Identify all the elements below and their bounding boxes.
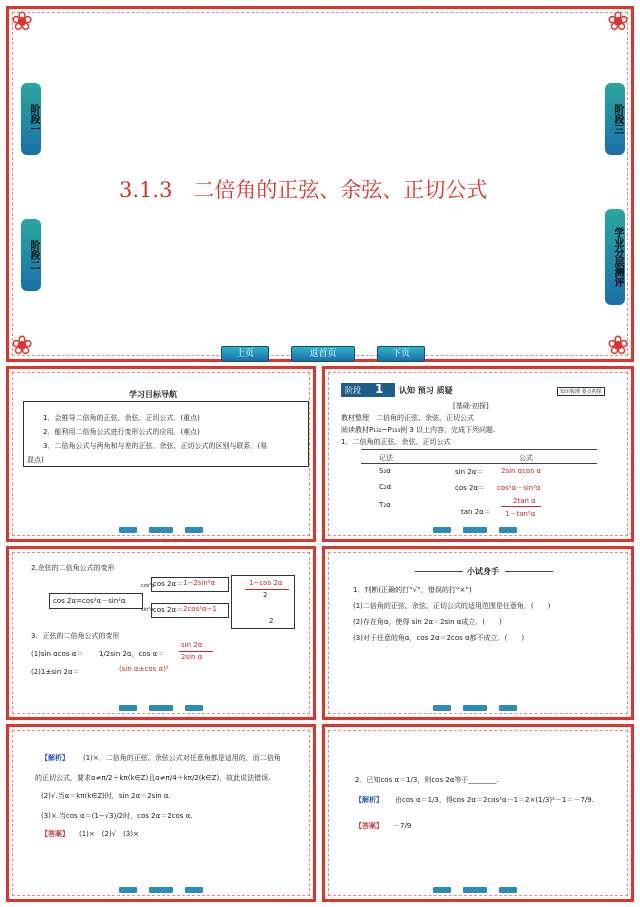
fraction-bar <box>179 651 213 652</box>
slide-learning-goals <box>6 366 316 542</box>
formula-line: (2)1±sin 2α＝ <box>31 668 80 676</box>
next-page-button[interactable] <box>185 705 203 711</box>
question-line: 1．判断(正确的打“√”，错误的打“×”) <box>353 586 472 594</box>
tab-stage-2[interactable]: 阶段二 <box>21 219 41 291</box>
formula-numerator: 1−cos 2α <box>249 579 283 587</box>
heading-rule <box>505 571 553 572</box>
slide-solution-1 <box>6 724 316 902</box>
question-line: (3)对于任意的角α，cos 2α＝2cos α都不成立．( ) <box>353 634 525 642</box>
prev-page-button[interactable]: 上页 <box>221 346 269 362</box>
slide-example-2 <box>322 724 634 902</box>
stage-right-label: 知识梳理 要点初探 <box>557 387 605 396</box>
table-rule <box>361 463 597 464</box>
formula-denominator: 2 <box>263 591 268 599</box>
next-page-button[interactable]: 下页 <box>377 346 425 362</box>
slide-cos-variants <box>6 546 316 720</box>
home-button[interactable] <box>149 887 173 893</box>
goal-item: 混点) <box>27 456 44 464</box>
goal-item: 1．会推导二倍角的正弦、余弦、正切公式．(重点) <box>43 414 200 422</box>
answer-tag: 【答案】 <box>355 822 383 830</box>
stage-label: 阶段 <box>345 386 361 395</box>
prev-page-button[interactable] <box>119 705 137 711</box>
solution-line: (1)×．二倍角的正弦、余弦公式对任意角都是适用的，而二倍角 <box>83 754 281 762</box>
next-page-button[interactable] <box>499 527 517 533</box>
formula-denominator: 1－tan²α <box>505 510 536 518</box>
formula-answer: 1−2sin²α <box>183 579 216 587</box>
goal-item: 2．能利用二倍角公式进行变形公式的应用．(难点) <box>43 428 200 436</box>
text-line: 1．二倍角的正弦、余弦、正切公式 <box>341 438 451 446</box>
home-button[interactable] <box>149 527 173 533</box>
next-page-button[interactable] <box>185 527 203 533</box>
formula-name: T₂α <box>379 501 391 509</box>
ornament-icon: ❀ <box>11 7 33 37</box>
ornament-icon: ❀ <box>11 331 33 361</box>
ornament-icon: ❀ <box>607 331 629 361</box>
fraction-bar <box>245 589 289 590</box>
formula-answer: 2cos²α−1 <box>183 605 217 613</box>
section-heading: 学习目标导航 <box>129 390 177 399</box>
text-line: 教材整理 二倍角的正弦、余弦、正切公式 <box>341 414 474 422</box>
formula-lhs: sin 2α＝ <box>455 468 484 476</box>
text-line: 阅读教材P₁₃₂~P₁₃₃例 3 以上内容，完成下列问题. <box>341 426 496 434</box>
answer-text: －7/9 <box>393 822 412 830</box>
formula-answer: (sin α±cos α)² <box>119 665 169 673</box>
table-rule <box>361 449 597 450</box>
answer-tag: 【答案】 <box>41 830 69 838</box>
heading-rule <box>415 571 463 572</box>
stage-title: 认知 预习 质疑 <box>399 386 453 395</box>
ornament-icon: ❀ <box>607 7 629 37</box>
home-button[interactable] <box>149 705 173 711</box>
text-line: 3．正弦的二倍角公式的变形 <box>31 632 120 640</box>
home-button[interactable]: 返首页 <box>291 346 355 362</box>
title-slide <box>6 6 634 362</box>
stage-number: 1 <box>375 382 384 396</box>
formula-lhs: cos 2α＝ <box>455 484 486 492</box>
answer-text: (1)× (2)√ (3)× <box>79 830 139 838</box>
formula-lhs: cos 2α＝ <box>153 580 184 588</box>
formula-numerator: 2tan α <box>513 497 536 505</box>
formula-answer: cos²α－sin²α <box>497 484 541 492</box>
question-line: (1)二倍角的正弦、余弦、正切公式的适用范围是任意角．( ) <box>353 602 551 610</box>
prev-page-button[interactable] <box>433 705 451 711</box>
formula-denominator: 2sin α <box>181 653 203 661</box>
next-page-button[interactable] <box>499 705 517 711</box>
basic-label: [基础·初探] <box>453 402 489 410</box>
solution-tag: 【解析】 <box>41 754 69 762</box>
next-page-button[interactable] <box>499 887 517 893</box>
question-line: (2)存在角α，使得 sin 2α＝2sin α成立．( ) <box>353 618 502 626</box>
section-heading: 小试身手 <box>467 567 499 576</box>
slide-stage-1 <box>322 366 634 542</box>
solution-line: (3)×.当cos α＝(1−√3)/2时，cos 2α＝2cos α. <box>41 812 193 820</box>
solution-line: 由cos α＝1/3，得cos 2α＝2cos²α－1＝2×(1/3)²－1＝－7/9. <box>395 796 594 804</box>
slide-quick-check <box>322 546 634 720</box>
formula-denominator: 2 <box>269 617 274 625</box>
prev-page-button[interactable] <box>433 527 451 533</box>
question-line: 2．已知cos α＝1/3，则cos 2α等于________. <box>355 776 499 784</box>
formula-lhs: cos 2α＝ <box>153 606 184 614</box>
formula-main: cos 2α=cos²α－sin²α <box>53 597 126 605</box>
formula-numerator: sin 2α <box>181 641 203 649</box>
tab-assessment[interactable]: 学业分层测评 <box>605 209 625 305</box>
solution-line: (2)√.当α＝kπ(k∈Z)时，sin 2α＝2sin α. <box>41 792 171 800</box>
home-button[interactable] <box>463 705 487 711</box>
prev-page-button[interactable] <box>119 527 137 533</box>
branch-tag: sin²α <box>141 607 154 613</box>
fraction-bar <box>501 506 541 507</box>
solution-tag: 【解析】 <box>355 796 383 804</box>
prev-page-button[interactable] <box>119 887 137 893</box>
tab-stage-3[interactable]: 阶段三 <box>605 83 625 155</box>
prev-page-button[interactable] <box>433 887 451 893</box>
solution-line: 的正切公式，要求α≠π/2＋kπ(k∈Z)且α≠π/4＋kπ/2(k∈Z)，故此说法错误. <box>35 774 271 782</box>
formula-line: 1/2sin 2α，cos α＝ <box>99 650 165 658</box>
home-button[interactable] <box>463 887 487 893</box>
home-button[interactable] <box>463 527 487 533</box>
formula-name: S₂α <box>379 467 391 475</box>
text-line: 2.余弦的二倍角公式的变形 <box>31 564 115 572</box>
formula-name: C₂α <box>379 483 392 491</box>
formula-answer: 2sin αcos α <box>501 467 541 475</box>
table-header: 公式 <box>519 454 533 462</box>
tab-stage-1[interactable]: 阶段一 <box>21 83 41 155</box>
next-page-button[interactable] <box>185 887 203 893</box>
table-header: 记法 <box>379 454 393 462</box>
formula-lhs: tan 2α＝ <box>461 508 491 516</box>
branch-tag: cos²α <box>141 583 155 589</box>
formula-line: (1)sin αcos α＝ <box>31 650 84 658</box>
goal-item: 3．二倍角公式与两角和与差的正弦、余弦、正切公式的区别与联系．(易 <box>43 442 268 450</box>
page-title: 3.1.3 二倍角的正弦、余弦、正切公式 <box>119 178 488 202</box>
